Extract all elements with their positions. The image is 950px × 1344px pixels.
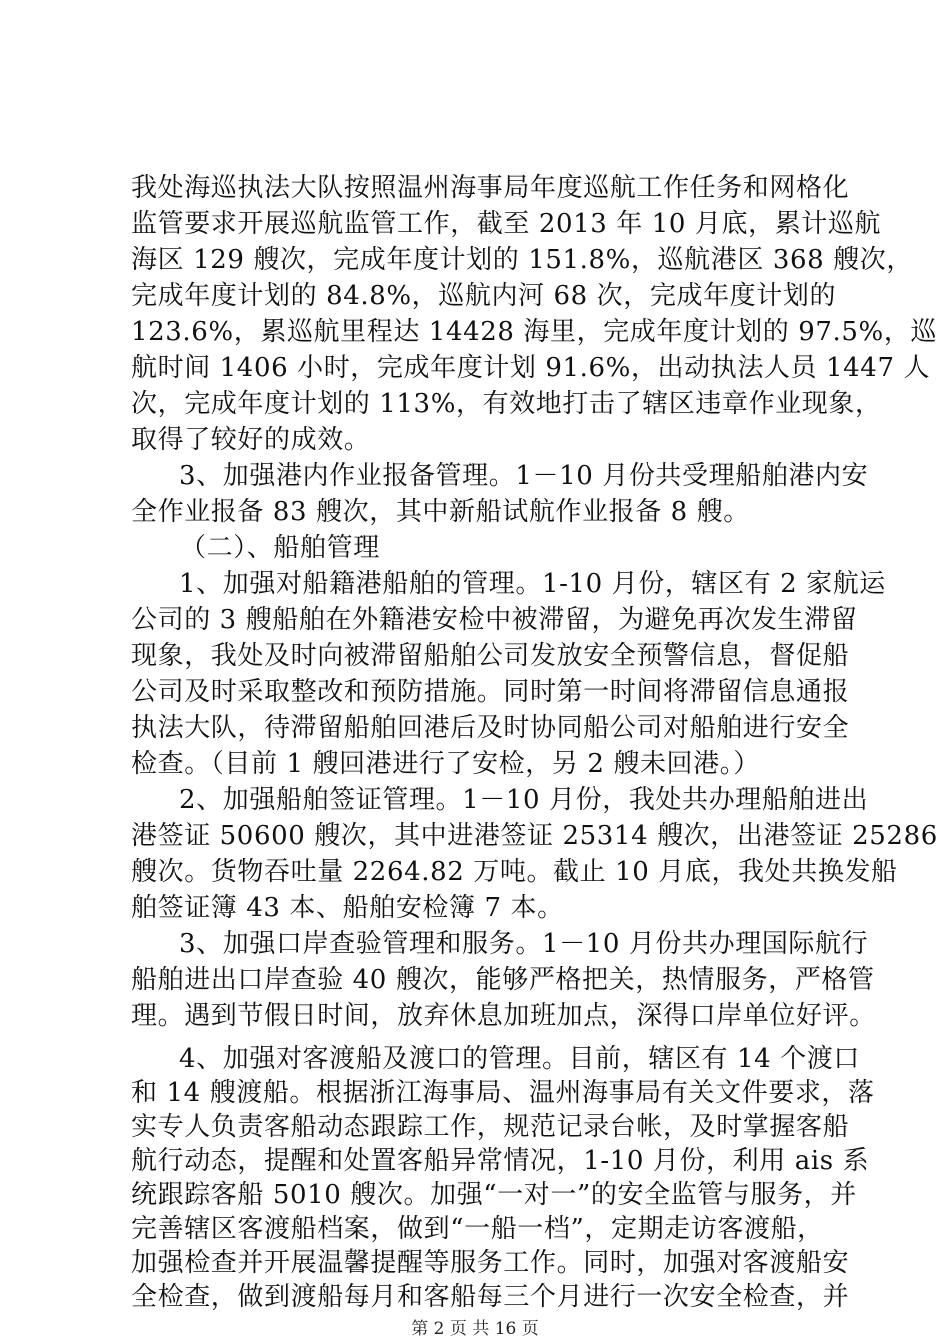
text-line: 次，完成年度计划的 113%，有效地打击了辖区违章作业现象， [131,389,882,419]
text-line: 舶签证簿 43 本、船舶安检簿 7 本。 [131,893,564,923]
text-line: 航行动态，提醒和处置客船异常情况，1-10 月份，利用 ais 系 [131,1146,870,1176]
text-line: 完善辖区客渡船档案，做到“一船一档”，定期走访客渡船， [131,1214,824,1244]
text-line: 理。遇到节假日时间，放弃休息加班加点，深得口岸单位好评。 [131,1001,876,1031]
paragraph-first-line: 1、加强对船籍港船舶的管理。1-10 月份，辖区有 2 家航运 [179,569,886,599]
page-number-footer: 第 2 页 共 16 页 [411,1319,539,1339]
text-line: 航时间 1406 小时，完成年度计划 91.6%，出动执法人员 1447 人 [131,353,931,383]
text-line: 船舶进出口岸查验 40 艘次，能够严格把关，热情服务，严格管 [131,965,875,995]
text-line: 全作业报备 83 艘次，其中新船试航作业报备 8 艘。 [131,497,750,527]
paragraph-first-line: 3、加强口岸查验管理和服务。1－10 月份共办理国际航行 [179,929,869,959]
text-line: 取得了较好的成效。 [131,425,371,455]
text-line: 123.6%，累巡航里程达 14428 海里，完成年度计划的 97.5%，巡 [131,317,938,347]
text-line: 实专人负责客船动态跟踪工作，规范记录台帐，及时掌握客船 [131,1112,850,1142]
text-line: 公司及时采取整改和预防措施。同时第一时间将滞留信息通报 [131,677,850,707]
text-line: 全检查，做到渡船每月和客船每三个月进行一次安全检查，并 [131,1282,850,1312]
text-line: 港签证 50600 艘次，其中进港签证 25314 艘次，出港签证 25286 [131,821,938,851]
section-heading: （二）、船舶管理 [180,533,380,563]
text-line: 执法大队，待滞留船舶回港后及时协同船公司对船舶进行安全 [131,713,850,743]
text-line: 监管要求开展巡航监管工作，截至 2013 年 10 月底，累计巡航 [131,209,882,239]
text-line: 加强检查并开展温馨提醒等服务工作。同时，加强对客渡船安 [131,1248,850,1278]
text-line: 完成年度计划的 84.8%，巡航内河 68 次，完成年度计划的 [131,281,837,311]
text-line: 海区 129 艘次，完成年度计划的 151.8%，巡航港区 368 艘次， [131,245,913,275]
paragraph-first-line: 4、加强对客渡船及渡口的管理。目前，辖区有 14 个渡口 [179,1044,860,1074]
text-line: 艘次。货物吞吐量 2264.82 万吨。截止 10 月底，我处共换发船 [131,857,898,887]
text-line: 检查。（目前 1 艘回港进行了安检，另 2 艘未回港。） [131,749,760,779]
text-line: 和 14 艘渡船。根据浙江海事局、温州海事局有关文件要求，落 [131,1078,875,1108]
text-line: 统跟踪客船 5010 艘次。加强“一对一”的安全监管与服务，并 [131,1180,857,1210]
paragraph-first-line: 3、加强港内作业报备管理。1－10 月份共受理船舶港内安 [179,461,869,491]
text-line: 公司的 3 艘船舶在外籍港安检中被滞留，为避免再次发生滞留 [131,605,858,635]
paragraph-first-line: 2、加强船舶签证管理。1－10 月份，我处共办理船舶进出 [179,785,869,815]
text-line: 我处海巡执法大队按照温州海事局年度巡航工作任务和网格化 [131,173,850,203]
text-line: 现象，我处及时向被滞留船舶公司发放安全预警信息，督促船 [131,641,850,671]
